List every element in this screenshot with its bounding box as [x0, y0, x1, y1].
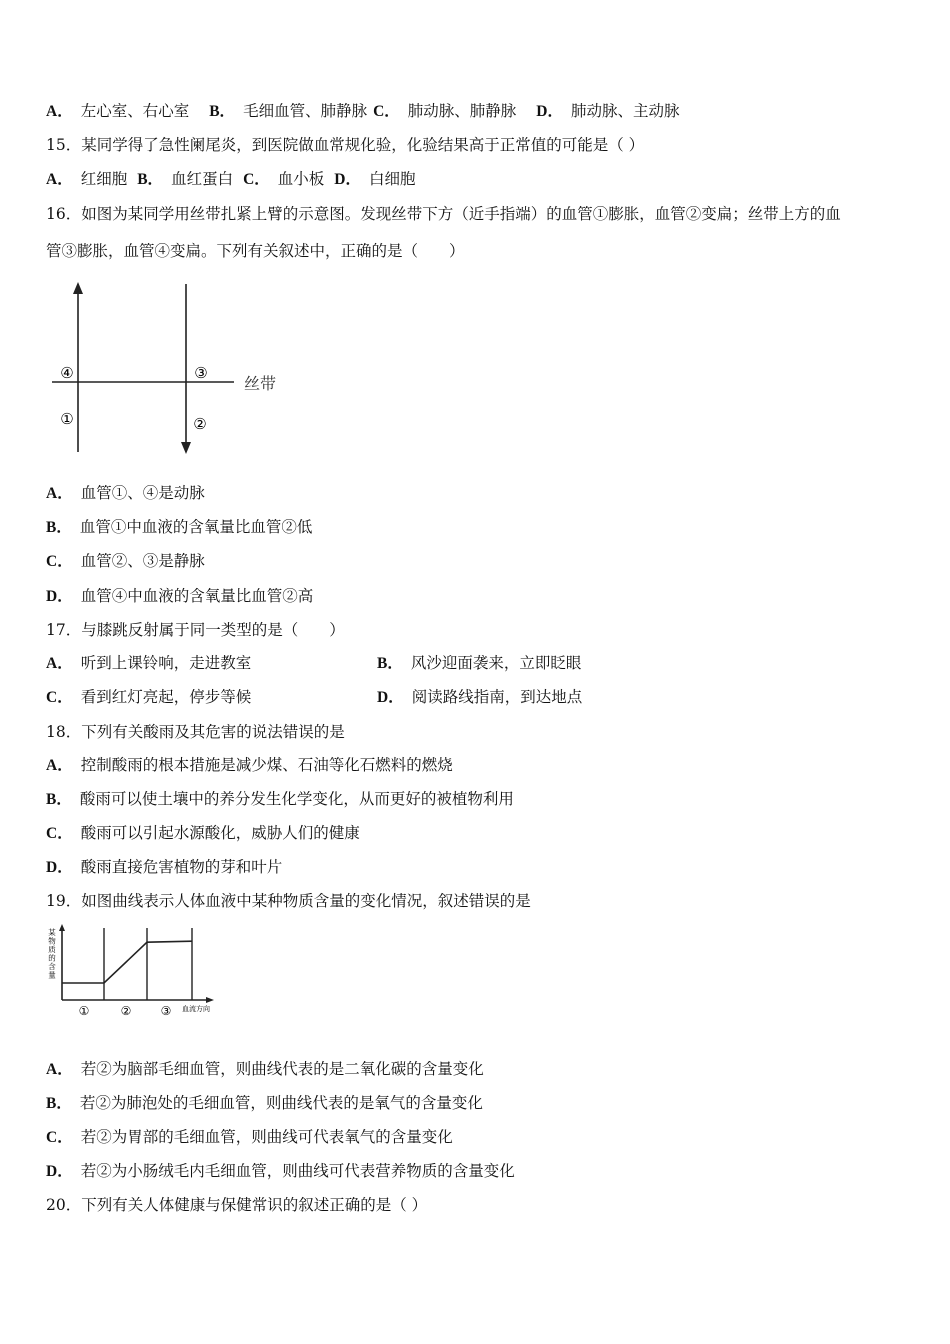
q17-stem: 17．与膝跳反射属于同一类型的是（ ）	[46, 621, 345, 639]
option-letter: A．	[46, 171, 73, 188]
q19-curve-chart	[44, 924, 224, 1028]
q19-option-b	[46, 1092, 483, 1115]
option-text: 血管①、④是动脉	[80, 484, 205, 502]
option-text: 红细胞	[80, 170, 128, 188]
content-curve	[62, 941, 192, 983]
q15-options	[46, 168, 416, 191]
option-text: 若②为肺泡处的毛细血管，则曲线代表的是氧气的含量变化	[79, 1094, 483, 1112]
option-text: 酸雨可以使土壤中的养分发生化学变化，从而更好的被植物利用	[79, 790, 514, 808]
segment-label-1: ①	[78, 1004, 90, 1018]
option-text: 血红蛋白	[171, 170, 234, 188]
q18-option-a	[46, 754, 453, 777]
option-text: 听到上课铃响，走进教室	[80, 654, 252, 672]
q16-option-d	[46, 585, 313, 608]
option-letter: A．	[46, 485, 73, 502]
option-text: 若②为胃部的毛细血管，则曲线可代表氧气的含量变化	[80, 1128, 453, 1146]
label-1: ①	[60, 410, 74, 428]
option-letter: D．	[334, 171, 361, 188]
option-letter: D．	[46, 1163, 73, 1180]
q18-option-c	[46, 822, 360, 845]
option-text: 酸雨可以引起水源酸化，威胁人们的健康	[80, 824, 360, 842]
q16-option-b	[46, 516, 312, 539]
q19-option-d	[46, 1160, 515, 1183]
option-letter: D．	[377, 689, 404, 706]
option-letter: C．	[46, 553, 73, 570]
option-text: 酸雨直接危害植物的芽和叶片	[80, 858, 283, 876]
option-text: 看到红灯亮起，停步等候	[80, 688, 252, 706]
option-letter: A．	[46, 103, 73, 120]
option-letter: B．	[46, 791, 72, 808]
segment-label-2: ②	[120, 1004, 132, 1018]
q19-stem: 19．如图曲线表示人体血液中某种物质含量的变化情况，叙述错误的是	[46, 892, 531, 910]
q17-options-row2	[46, 686, 906, 709]
option-letter: C．	[46, 1129, 73, 1146]
option-text: 阅读路线指南，到达地点	[411, 688, 583, 706]
q16-stem-line2: 管③膨胀，血管④变扁。下列有关叙述中，正确的是（ ）	[46, 242, 465, 260]
y-axis-label: 某物质的含量	[48, 928, 56, 980]
segment-label-3: ③	[160, 1004, 172, 1018]
x-axis-label: 血流方向	[182, 1005, 210, 1013]
option-letter: C．	[46, 689, 73, 706]
q18-option-d	[46, 856, 282, 879]
option-text: 血管②、③是静脉	[80, 552, 205, 570]
option-letter: C．	[373, 103, 400, 120]
option-text: 若②为脑部毛细血管，则曲线代表的是二氧化碳的含量变化	[80, 1060, 484, 1078]
q16-stem-line1: 16．如图为某同学用丝带扎紧上臂的示意图。发现丝带下方（近手指端）的血管①膨胀，血管②变扁；丝带上方的血	[46, 205, 841, 223]
q20-stem: 20．下列有关人体健康与保健常识的叙述正确的是（ ）	[46, 1196, 428, 1214]
option-letter: C．	[46, 825, 73, 842]
q14-options	[46, 100, 680, 123]
q15-stem: 15．某同学得了急性阑尾炎，到医院做血常规化验，化验结果高于正常值的可能是（ ）	[46, 136, 645, 154]
option-text: 毛细血管、肺静脉	[243, 102, 368, 120]
q16-tourniquet-diagram	[44, 280, 294, 464]
option-letter: A．	[46, 1061, 73, 1078]
q16-option-c	[46, 550, 205, 573]
option-letter: C．	[243, 171, 270, 188]
option-letter: A．	[46, 655, 73, 672]
option-letter: B．	[377, 655, 403, 672]
option-letter: B．	[209, 103, 236, 120]
y-axis-arrow-icon	[59, 924, 65, 931]
arrow-up-icon	[73, 282, 83, 294]
option-text: 血管①中血液的含氧量比血管②低	[79, 518, 313, 536]
option-text: 控制酸雨的根本措施是减少煤、石油等化石燃料的燃烧	[80, 756, 453, 774]
q18-option-b	[46, 788, 514, 811]
band-label: 丝带	[244, 374, 277, 393]
label-4: ④	[60, 364, 74, 382]
option-text: 若②为小肠绒毛内毛细血管，则曲线可代表营养物质的含量变化	[80, 1162, 515, 1180]
option-letter: A．	[46, 757, 73, 774]
option-text: 血管④中血液的含氧量比血管②高	[80, 587, 314, 605]
q16-option-a	[46, 482, 205, 505]
option-letter: D．	[46, 588, 73, 605]
option-letter: B．	[46, 519, 72, 536]
x-axis-arrow-icon	[206, 997, 214, 1003]
arrow-down-icon	[181, 442, 191, 454]
q19-option-c	[46, 1126, 453, 1149]
option-text: 血小板	[277, 170, 325, 188]
q18-stem: 18．下列有关酸雨及其危害的说法错误的是	[46, 723, 345, 741]
option-letter: D．	[536, 103, 563, 120]
option-letter: B．	[46, 1095, 72, 1112]
option-text: 风沙迎面袭来，立即眨眼	[410, 654, 582, 672]
q19-option-a	[46, 1058, 484, 1081]
option-text: 肺动脉、主动脉	[571, 102, 680, 120]
option-text: 左心室、右心室	[80, 102, 190, 120]
option-letter: B．	[137, 171, 164, 188]
label-2: ②	[193, 415, 207, 433]
label-3: ③	[194, 364, 208, 382]
option-text: 肺动脉、肺静脉	[407, 102, 517, 120]
q17-options-row1	[46, 652, 906, 675]
option-text: 白细胞	[369, 170, 416, 188]
option-letter: D．	[46, 859, 73, 876]
